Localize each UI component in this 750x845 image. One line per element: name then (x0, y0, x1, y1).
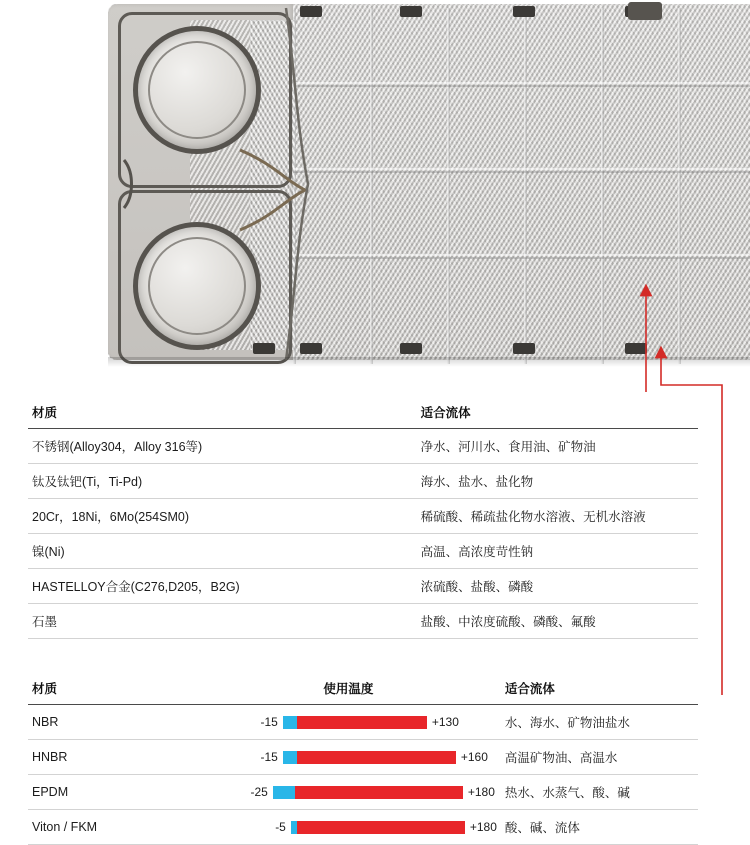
gasket-table-container (28, 672, 698, 845)
fluid-cell: 海水、盐水、盐化物 (417, 464, 698, 499)
plate-clip (253, 343, 275, 354)
temp-bar-cold (283, 716, 297, 729)
gasket-material-cell: NBR (28, 705, 196, 740)
plate-clip (400, 343, 422, 354)
material-cell: 不锈钢(Alloy304，Alloy 316等) (28, 429, 417, 464)
plate-band (293, 82, 750, 84)
materials-table (28, 396, 698, 639)
plate-band (293, 168, 750, 170)
table-row (28, 464, 698, 499)
temp-min-label: -25 (250, 785, 268, 799)
plate-seam (524, 8, 527, 364)
temp-bar (283, 716, 427, 729)
temp-bar (283, 751, 456, 764)
gasket-fluid-cell: 高温矿物油、高温水 (501, 740, 698, 775)
temp-bar-hot (295, 786, 463, 799)
gasket-temp-cell (196, 775, 501, 810)
fluid-cell: 稀硫酸、稀疏盐化物水溶液、无机水溶液 (417, 499, 698, 534)
plate-edge-shadow (108, 357, 750, 367)
temp-max-label: +130 (431, 715, 459, 729)
table-row (28, 499, 698, 534)
fluid-cell: 高温、高浓度苛性钠 (417, 534, 698, 569)
material-cell: 钛及钛钯(Ti，Ti-Pd) (28, 464, 417, 499)
table-row (28, 569, 698, 604)
temp-max-label: +180 (469, 820, 497, 834)
plate-seam (601, 8, 604, 364)
temp-bar-hot (297, 716, 427, 729)
material-cell: 20Cr，18Ni，6Mo(254SM0) (28, 499, 417, 534)
temp-max-label: +180 (467, 785, 495, 799)
plate-clip (625, 343, 647, 354)
gasket-table (28, 672, 698, 845)
table-row (28, 740, 698, 775)
gasket-fluid-cell: 酸、碱、流体 (501, 810, 698, 845)
table-row (28, 604, 698, 639)
plate-clip (300, 6, 322, 17)
temp-min-label: -15 (260, 750, 278, 764)
table-row (28, 534, 698, 569)
table-header-row (28, 672, 698, 705)
plate-band (293, 257, 750, 259)
fluid-cell: 浓硫酸、盐酸、磷酸 (417, 569, 698, 604)
plate-clip (513, 343, 535, 354)
plate-clip (300, 343, 322, 354)
plate-band (293, 254, 750, 256)
gasket-header-temperature: 使用温度 (196, 672, 501, 705)
table-row (28, 775, 698, 810)
fluid-cell: 盐酸、中浓度硫酸、磷酸、氟酸 (417, 604, 698, 639)
material-cell: 镍(Ni) (28, 534, 417, 569)
materials-table-container (28, 396, 698, 639)
gasket-temp-cell (196, 740, 501, 775)
gasket-fluid-cell: 水、海水、矿物油盐水 (501, 705, 698, 740)
plate-clip (513, 6, 535, 17)
plate-photo (0, 0, 750, 372)
gasket-temp-cell (196, 810, 501, 845)
temp-bar (273, 786, 463, 799)
temp-min-label: -5 (275, 820, 286, 834)
gasket-fluid-cell: 热水、水蒸气、酸、碱 (501, 775, 698, 810)
temp-bar-cold (273, 786, 295, 799)
gasket-material-cell: EPDM (28, 775, 196, 810)
temp-bar (291, 821, 465, 834)
plate-seam (678, 8, 681, 364)
table-row (28, 705, 698, 740)
temp-bar-cold (283, 751, 297, 764)
gasket-temp-cell (196, 705, 501, 740)
plate-clip (400, 6, 422, 17)
plate-hanger-notch (628, 2, 662, 20)
gasket-header-material: 材质 (28, 672, 196, 705)
material-cell: 石墨 (28, 604, 417, 639)
gasket-header-fluid: 适合流体 (501, 672, 698, 705)
table-row (28, 810, 698, 845)
temp-min-label: -15 (260, 715, 278, 729)
plate-seam (370, 8, 373, 364)
materials-header-material: 材质 (28, 396, 417, 429)
gasket-distribution-curve (100, 0, 360, 372)
plate-band (293, 85, 750, 87)
table-header-row (28, 396, 698, 429)
temp-bar-hot (297, 751, 456, 764)
materials-header-fluid: 适合流体 (417, 396, 698, 429)
material-cell: HASTELLOY合金(C276,D205，B2G) (28, 569, 417, 604)
plate-seam (447, 8, 450, 364)
table-row (28, 429, 698, 464)
temp-bar-hot (297, 821, 465, 834)
plate-band (293, 171, 750, 173)
gasket-material-cell: Viton / FKM (28, 810, 196, 845)
gasket-material-cell: HNBR (28, 740, 196, 775)
temp-max-label: +160 (460, 750, 488, 764)
fluid-cell: 净水、河川水、食用油、矿物油 (417, 429, 698, 464)
